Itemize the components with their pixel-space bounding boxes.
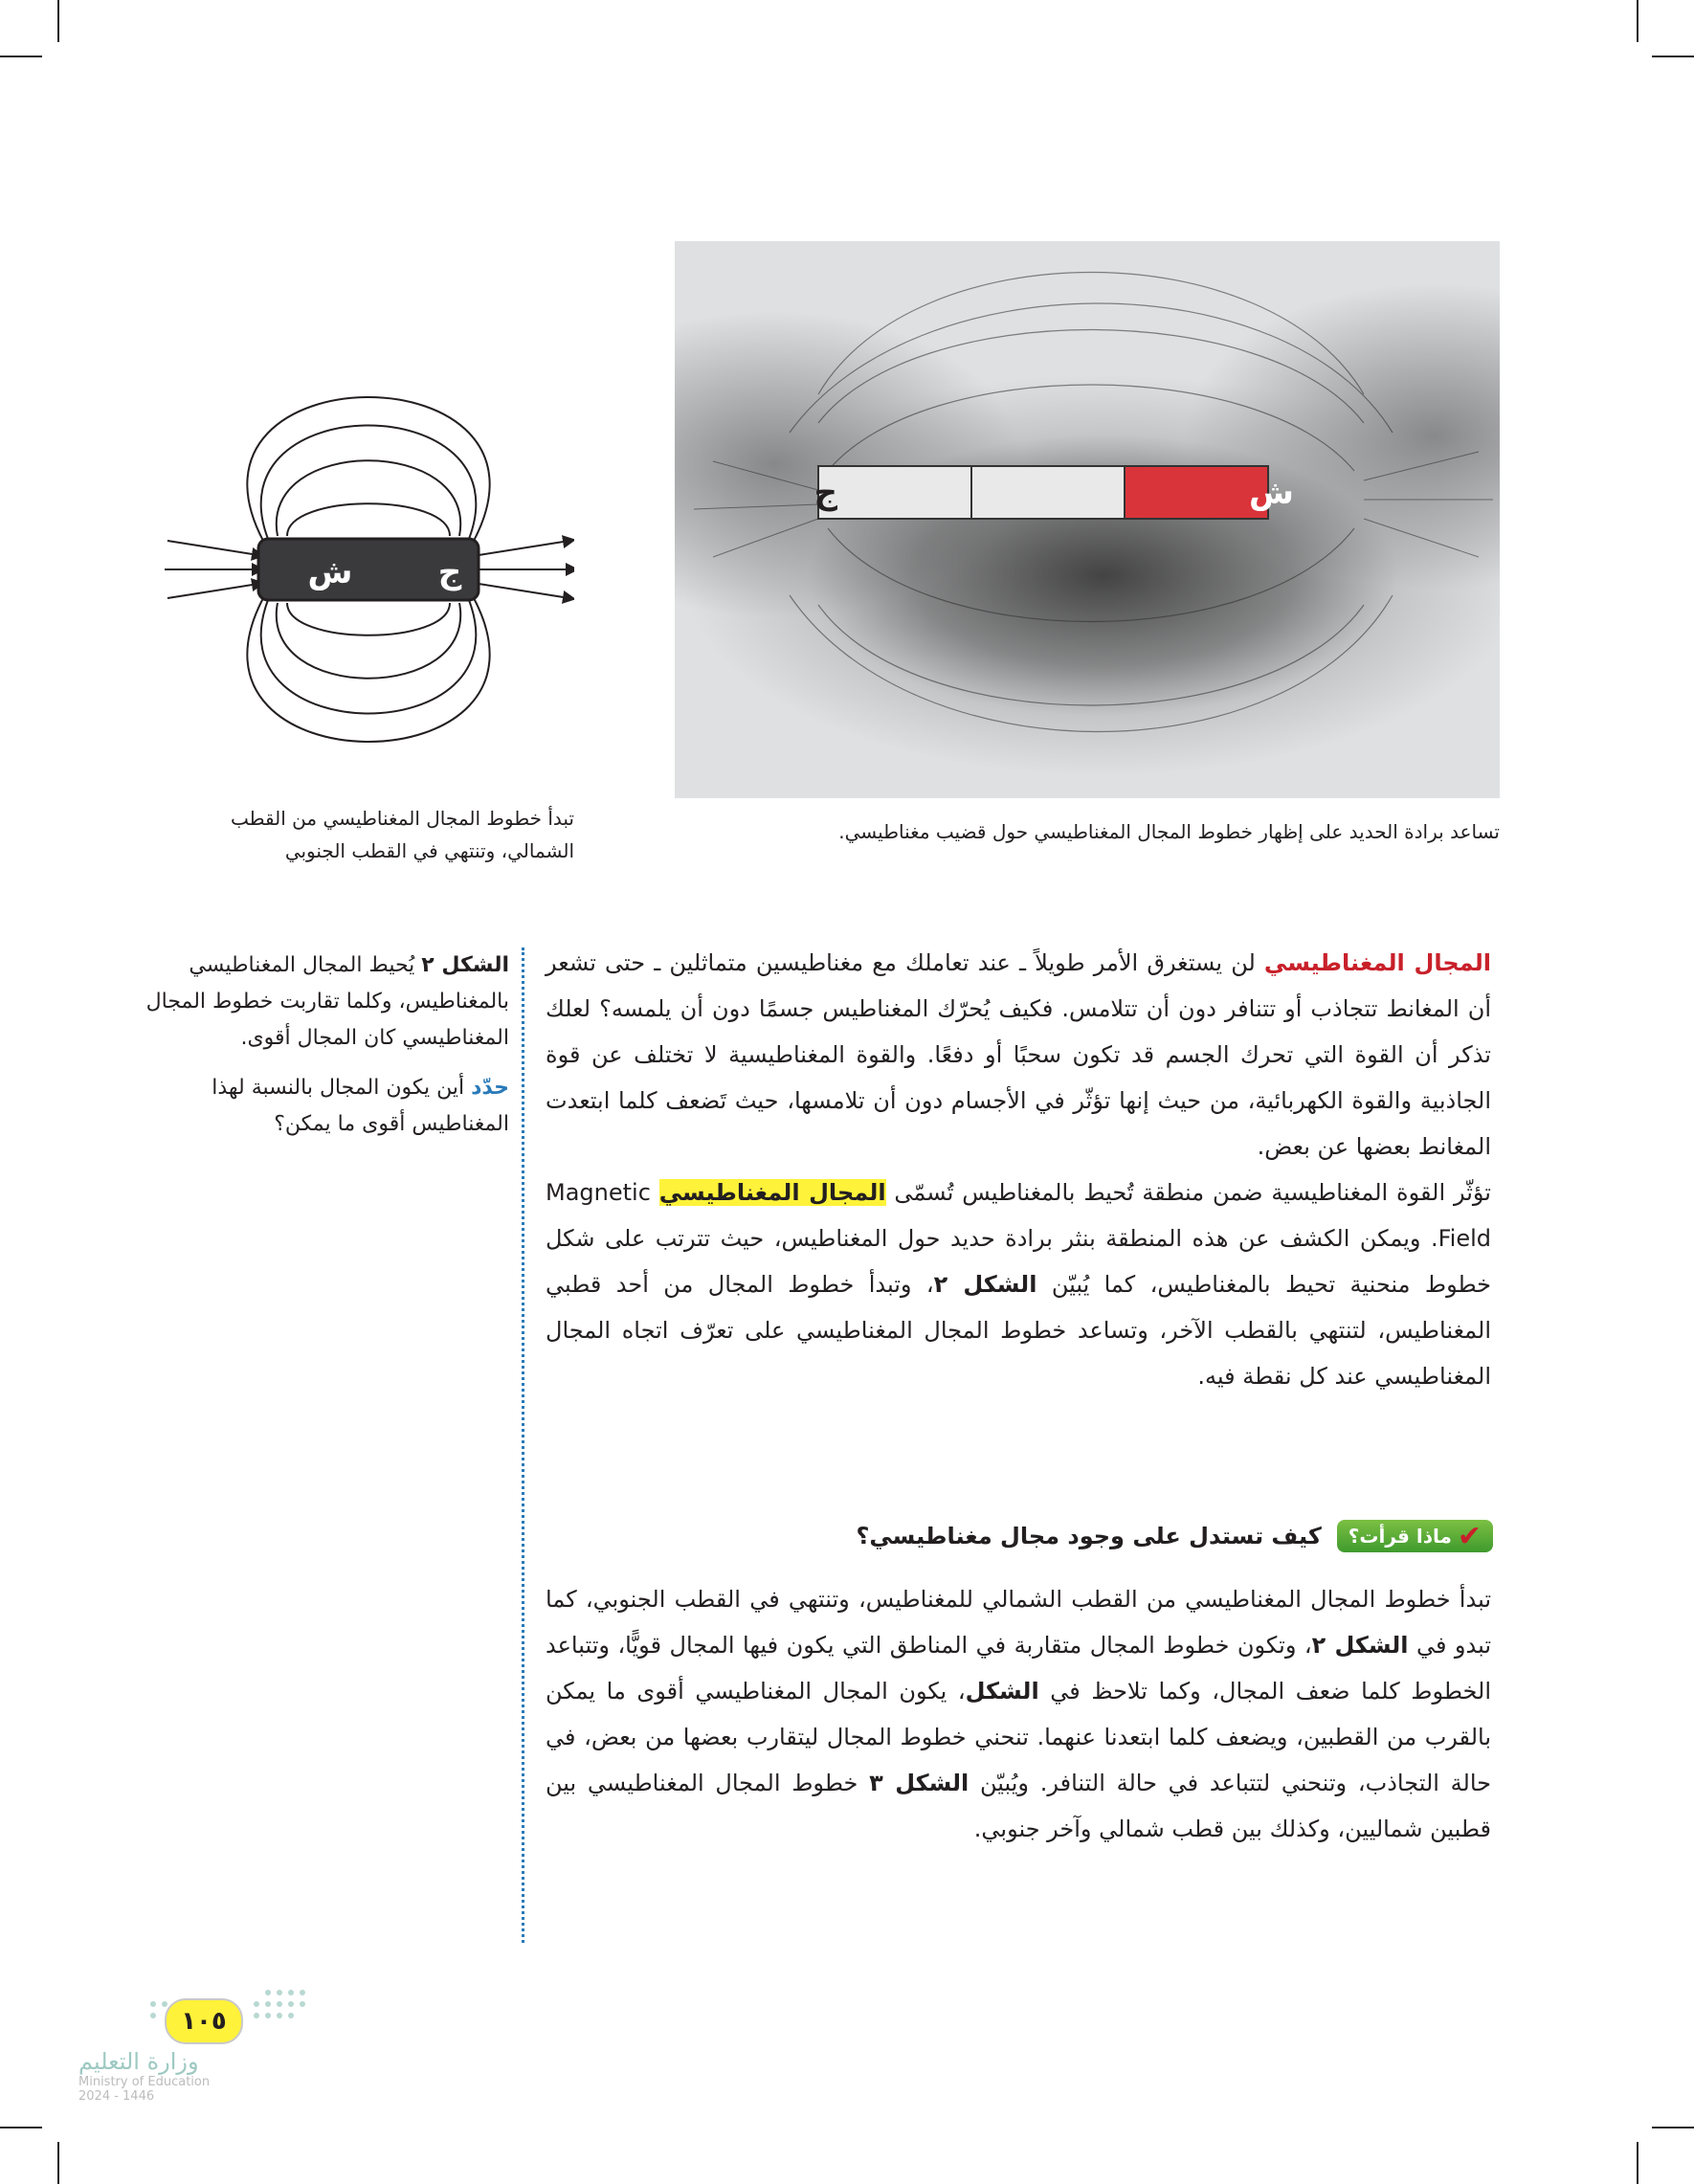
field-line xyxy=(287,603,450,635)
photo-caption: تساعد برادة الحديد على إظهار خطوط المجال المغناطيسي حول قضيب مغناطيسي. xyxy=(838,820,1500,843)
field-line xyxy=(167,541,258,555)
crop-mark xyxy=(1637,2142,1638,2184)
iron-filings-photo xyxy=(675,241,1500,798)
figure-ref: الشكل xyxy=(965,1678,1039,1705)
ministry-english: Ministry of Education xyxy=(78,2075,211,2089)
crop-mark xyxy=(1652,56,1694,57)
magnet-center xyxy=(971,466,1125,519)
crop-mark xyxy=(57,0,59,42)
magnet-south-half xyxy=(818,466,971,519)
figure-label: الشكل ٢ xyxy=(421,953,509,977)
diagram-south-label: ج xyxy=(437,553,462,591)
edition-year: 2024 - 1446 xyxy=(78,2089,155,2104)
ministry-logo xyxy=(78,2048,251,2104)
what-you-read-question: كيف تستدل على وجود مجال مغناطيسي؟ xyxy=(856,1523,1322,1549)
field-line xyxy=(479,541,569,555)
key-term: المجال المغناطيسي xyxy=(658,1179,886,1206)
crop-mark xyxy=(57,2142,59,2184)
crop-mark xyxy=(0,56,42,57)
side-note xyxy=(144,947,509,1143)
what-you-read xyxy=(804,1512,1493,1560)
field-line xyxy=(277,460,460,536)
column-divider xyxy=(522,947,524,1943)
magnet-north-half xyxy=(1125,466,1268,519)
figure-ref: الشكل ٣ xyxy=(869,1770,970,1796)
section-heading: المجال المغناطيسي xyxy=(1263,949,1491,976)
filings-pattern xyxy=(675,241,1500,798)
field-line xyxy=(167,584,258,598)
crop-mark xyxy=(0,2127,42,2128)
field-lines-diagram xyxy=(163,368,574,780)
photo-north-label: ش xyxy=(1249,474,1294,512)
figure-note: الشكل ٢ يُحيط المجال المغناطيسي بالمغناطيس، وكلما تقاربت خطوط المجال المغناطيسي كان المجال أقوى. xyxy=(145,953,509,1050)
diagram-caption: تبدأ خطوط المجال المغناطيسي من القطب الشمالي، وتنتهي في القطب الجنوبي xyxy=(231,807,574,862)
ministry-arabic: وزارة التعليم xyxy=(78,2048,199,2075)
paragraph: تؤثّر القوة المغناطيسية ضمن منطقة تُحيط بالمغناطيس تُسمّى المجال المغناطيسي Magnetic Field. ويمكن الكشف عن هذه المنطقة بنثر برادة حديد حول المغناطيس، حيث تترتب على شكل خطوط منحنية تحيط بالمغناطيس، كما يُبيّن الشكل ٢، وتبدأ خطوط المجال من أحد قطبي المغناطيس، لتنتهي بالقطب الآخر، وتساعد خطوط المجال المغناطيسي على تعرّف اتجاه المجال المغناطيسي عند كل نقطة فيه. xyxy=(546,1179,1491,1390)
field-line xyxy=(277,603,460,679)
diagram-north-label: ش xyxy=(307,553,353,591)
page-number: ١٠٥ xyxy=(165,1998,243,2044)
side-question: حدّد أين يكون المجال بالنسبة لهذا المغناطيس أقوى ما يمكن؟ xyxy=(212,1076,509,1136)
checkmark-icon: ✔ xyxy=(1457,1519,1482,1553)
field-line xyxy=(287,503,450,536)
answer-text xyxy=(546,1576,1491,1852)
paragraph: المجال المغناطيسي لن يستغرق الأمر طويلاً ـ عند تعاملك مع مغناطيسين متماثلين ـ حتى تشعر أن المغانط تتجاذب أو تتنافر دون أن تتلامس. فكيف يُحرّك المغناطيس جسمًا دون أن يلمسه؟ لعلك تذكر أن القوة التي تحرك الجسم قد تكون سحبًا أو دفعًا. والقوة المغناطيسية لا تختلف عن قوة الجاذبية والقوة الكهربائية، من حيث إنها تؤثّر في الأجسام دون أن تلامسها، حيث تَضعف كلما ابتعدت المغانط بعضها عن بعض. xyxy=(546,949,1491,1160)
identify-verb: حدّد xyxy=(471,1076,509,1100)
figure-ref: الشكل ٢ xyxy=(1311,1632,1409,1659)
paragraph: تبدأ خطوط المجال المغناطيسي من القطب الشمالي للمغناطيس، وتنتهي في القطب الجنوبي، كما تبدو في الشكل ٢، وتكون خطوط المجال متقاربة في المناطق التي يكون فيها المجال قويًّا، وتتباعد الخطوط كلما ضعف المجال، وكما تلاحظ في الشكل، يكون المجال المغناطيسي أقوى ما يمكن بالقرب من القطبين، ويضعف كلما ابتعدنا عنهما. تنحني خطوط المجال ليتقارب بعضها من بعض، في حالة التجاذب، وتنحني لتتباعد في حالة التنافر. ويُبيّن الشكل ٣ خطوط المجال المغناطيسي بين قطبين شماليين، وكذلك بين قطب شمالي وآخر جنوبي. xyxy=(546,1586,1492,1842)
field-line xyxy=(247,397,489,541)
crop-mark xyxy=(1637,0,1638,42)
field-line xyxy=(247,598,489,742)
main-text xyxy=(546,940,1491,1399)
crop-mark xyxy=(1652,2127,1694,2128)
what-you-read-badge: ✔ ماذا قرأت؟ xyxy=(1337,1520,1493,1552)
figure-ref: الشكل ٢ xyxy=(933,1271,1037,1298)
field-line xyxy=(479,584,569,598)
photo-south-label: ج xyxy=(814,474,837,512)
